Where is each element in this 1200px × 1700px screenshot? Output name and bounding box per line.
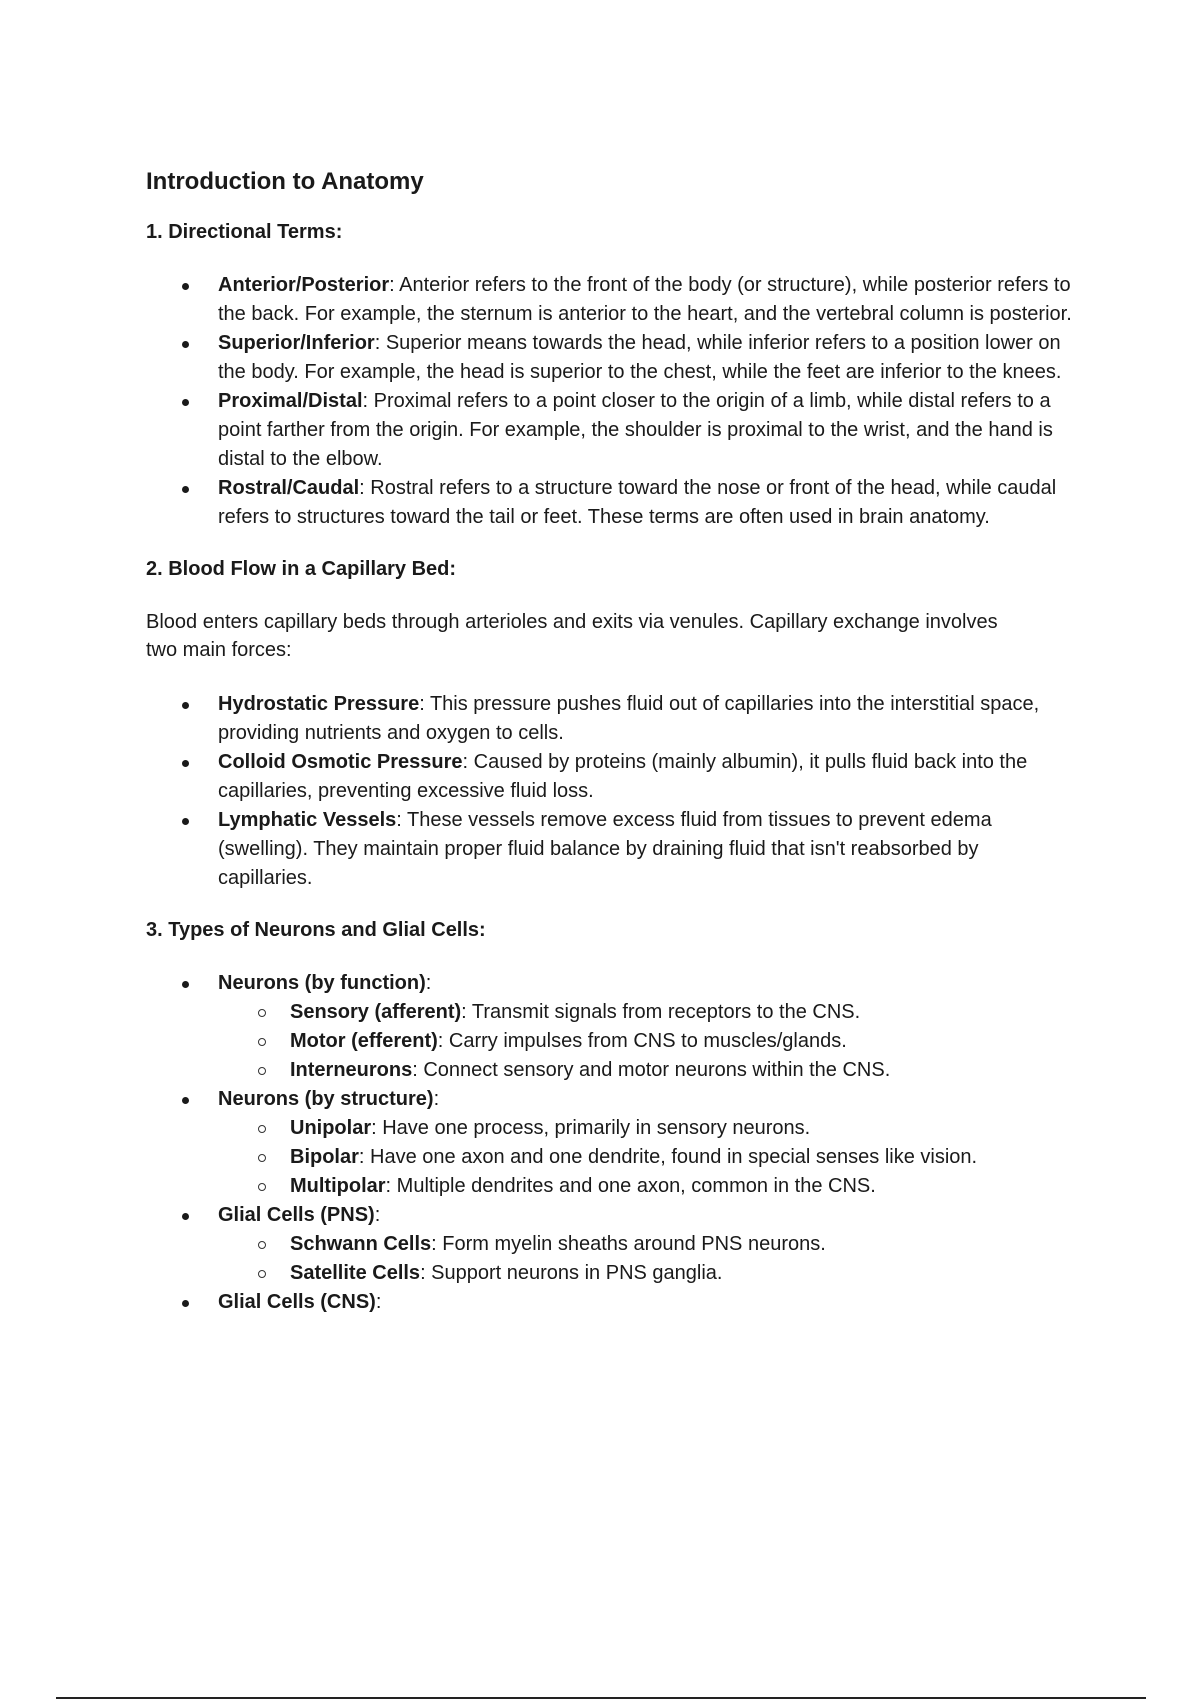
section-paragraph: Blood enters capillary beds through arterioles and exits via venules. Capillary exchange involves two main forces: [146,610,998,661]
list-item [218,474,1078,532]
term-description: : These vessels remove excess fluid from tissues to prevent edema (swelling). They maintain proper fluid balance by draining fluid that isn't reabsorbed by capillaries. [218,808,992,889]
term-label: Neurons (by function) [218,971,426,994]
sub-list-item [290,1056,1078,1085]
term-label: Proximal/Distal [218,389,363,412]
section-heading: 3. Types of Neurons and Glial Cells: [146,918,486,941]
sub-list [218,1114,1078,1201]
term-description: : This pressure pushes fluid out of capillaries into the interstitial space, providing nutrients and oxygen to cells. [218,692,1040,744]
term-description: : [375,1290,382,1313]
page-bottom-divider [56,1697,1146,1699]
term-description: : Support neurons in PNS ganglia. [420,1261,723,1284]
term-label: Bipolar [290,1145,359,1168]
list-item [218,1085,1078,1201]
list-item [218,1288,1078,1317]
term-description: : Anterior refers to the front of the body (or structure), while posterior refers to the back. For example, the sternum is anterior to the heart, and the vertebral column is posterior. [218,273,1072,325]
term-label: Hydrostatic Pressure [218,692,420,715]
sub-list-item [290,1172,1078,1201]
list-item [218,387,1078,474]
term-description: : [433,1087,440,1110]
term-label: Unipolar [290,1116,372,1139]
term-description: : Carry impulses from CNS to muscles/glands. [437,1029,847,1052]
term-description: : Transmit signals from receptors to the CNS. [461,1000,861,1023]
list-item [218,1201,1078,1288]
bullet-list [146,271,1078,532]
term-label: Satellite Cells [290,1261,421,1284]
term-description: : Have one process, primarily in sensory neurons. [371,1116,811,1139]
term-label: Rostral/Caudal [218,476,360,499]
term-label: Anterior/Posterior [218,273,390,296]
document-body [146,168,1086,1341]
term-label: Schwann Cells [290,1232,432,1255]
term-description: : Connect sensory and motor neurons within the CNS. [412,1058,891,1081]
list-item [218,690,1078,748]
term-description: : Proximal refers to a point closer to the origin of a limb, while distal refers to a point farther from the origin. For example, the shoulder is proximal to the wrist, and the hand is distal to the elbow. [218,389,1053,470]
term-description: : [425,971,432,994]
list-item [218,271,1078,329]
term-label: Interneurons [290,1058,413,1081]
term-description: : Rostral refers to a structure toward the nose or front of the head, while caudal refers to structures toward the tail or feet. These terms are often used in brain anatomy. [218,476,1057,528]
term-description: : Have one axon and one dendrite, found in special senses like vision. [358,1145,978,1168]
section-heading: 1. Directional Terms: [146,220,343,243]
list-item [218,806,1078,893]
section-blood-flow [146,556,1086,893]
sub-list-item [290,1230,1078,1259]
section-neurons-glial [146,917,1086,1317]
term-label: Glial Cells (CNS) [218,1290,376,1313]
list-item [218,329,1078,387]
term-label: Multipolar [290,1174,386,1197]
sub-list [218,1230,1078,1288]
section-directional-terms [146,219,1086,532]
term-description: : Caused by proteins (mainly albumin), it pulls fluid back into the capillaries, preventing excessive fluid loss. [218,750,1028,802]
term-label: Sensory (afferent) [290,1000,462,1023]
term-label: Motor (efferent) [290,1029,438,1052]
term-description: : Form myelin sheaths around PNS neurons. [431,1232,826,1255]
term-description: : Multiple dendrites and one axon, common in the CNS. [385,1174,876,1197]
sub-list-item [290,1143,1078,1172]
sub-list-item [290,1259,1078,1288]
sub-list-item [290,1027,1078,1056]
term-description: : Superior means towards the head, while inferior refers to a position lower on the body. For example, the head is superior to the chest, while the feet are inferior to the knees. [218,331,1062,383]
document-title: Introduction to Anatomy [146,168,424,195]
sub-list-item [290,998,1078,1027]
term-description: : [374,1203,381,1226]
term-label: Superior/Inferior [218,331,375,354]
bullet-list [146,690,1078,893]
sub-list [218,998,1078,1085]
term-label: Neurons (by structure) [218,1087,434,1110]
bullet-list [146,969,1078,1317]
term-label: Colloid Osmotic Pressure [218,750,463,773]
term-label: Glial Cells (PNS) [218,1203,375,1226]
section-heading: 2. Blood Flow in a Capillary Bed: [146,557,457,580]
term-label: Lymphatic Vessels [218,808,397,831]
list-item [218,969,1078,1085]
sub-list-item [290,1114,1078,1143]
list-item [218,748,1078,806]
